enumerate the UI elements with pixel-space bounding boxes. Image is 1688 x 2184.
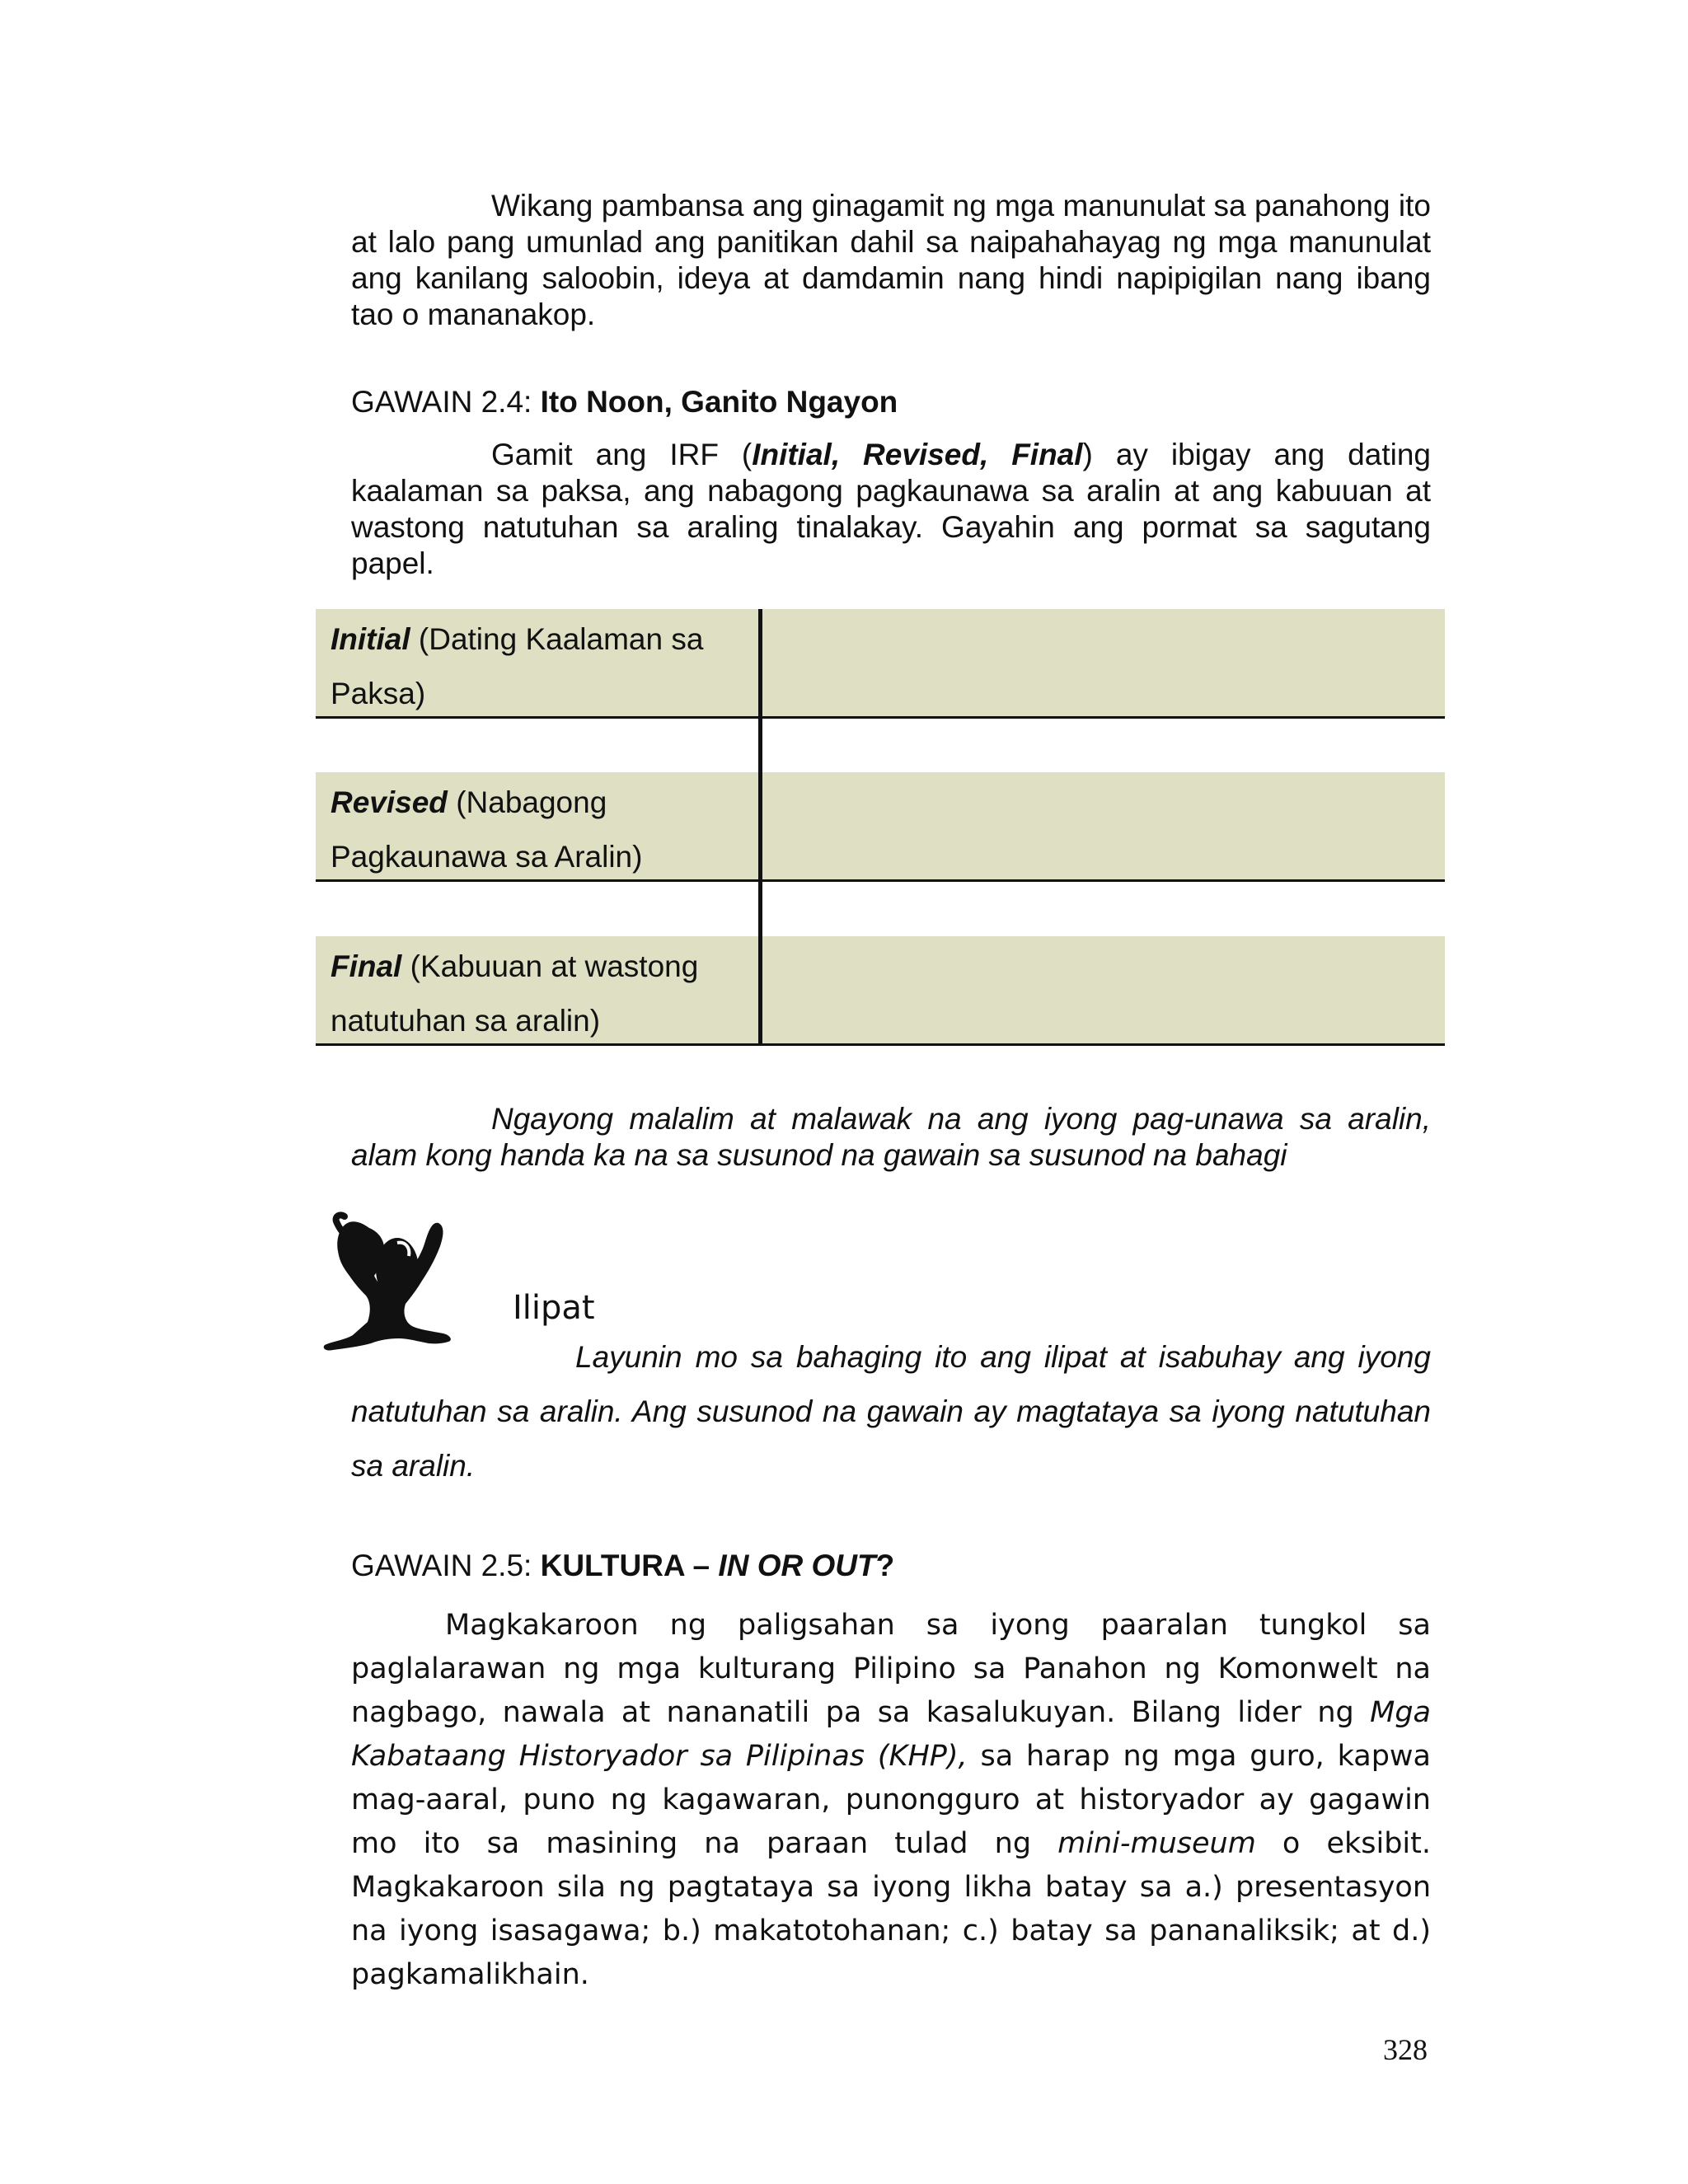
irf-label-initial	[331, 612, 743, 721]
gawain-2-5-title-italic: IN OR OUT	[718, 1549, 876, 1582]
irf-term: Initial	[331, 622, 410, 656]
ilipat-section-title: Ilipat	[513, 1289, 595, 1327]
irf-desc: (Kabuuan at wastong natutuhan sa aralin)	[331, 949, 699, 1038]
irf-label-revised	[331, 776, 743, 884]
irf-term: Final	[331, 949, 402, 983]
intro-paragraph: Wikang pambansa ang ginagamit ng mga manunulat sa panahong ito at lalo pang umunlad ang panitikan dahil sa naipahahayag ng mga manunulat ang kanilang saloobin, ideya at damdamin nang hindi napipigilan nang ibang tao o mananakop.	[351, 189, 1431, 331]
transition-paragraph: Ngayong malalim at malawak na ang iyong pag-unawa sa aralin, alam kong handa ka na sa susunod na gawain sa susunod na bahagi	[351, 1102, 1431, 1172]
instructions-text-a: Gamit ang IRF (	[491, 438, 753, 471]
page-number: 328	[1383, 2033, 1428, 2066]
instructions-text-b: ) ay ibigay ang dating kaalaman sa paksa, ang nabagong pagkaunawa sa aralin at ang kabuuan at wastong natutuhan sa araling tinalakay. Gayahin ang pormat sa sagutang papel.	[351, 438, 1431, 580]
irf-desc: (Nabagong Pagkaunawa sa Aralin)	[331, 785, 643, 874]
gawain-2-5-mini-museum: mini-museum	[1057, 1827, 1256, 1860]
gawain-2-5-title: KULTURA –	[540, 1549, 719, 1582]
irf-column-divider	[758, 609, 762, 1046]
irf-row-final	[316, 936, 1445, 1046]
irf-term: Revised	[331, 785, 448, 819]
gawain-2-5-khp: Mga Kabataang Historyador sa Pilipinas (KHP),	[351, 1696, 1431, 1773]
instructions-irf-terms: Initial, Revised, Final	[752, 438, 1083, 471]
irf-desc: (Dating Kaalaman sa Paksa)	[331, 622, 704, 710]
gawain-2-4-instructions	[351, 437, 1431, 582]
gawain-2-5-prefix: GAWAIN 2.5:	[351, 1549, 541, 1582]
gawain-2-5-text-c: o eksibit. Magkakaroon sila ng pagtataya sa iyong likha batay sa a.) presentasyon na iyong isasagawa; b.) makatotohanan; c.) batay sa pananaliksik; at d.) pagkamalikhain.	[351, 1827, 1431, 1991]
gawain-2-5-text-a: Magkakaroon ng paligsahan sa iyong paaralan tungkol sa paglalarawan ng mga kulturang Pilipino sa Panahon ng Komonwelt na nagbago, nawala at nananatili pa sa kasalukuyan. Bilang lider ng	[351, 1609, 1431, 1729]
irf-row-revised	[316, 772, 1445, 882]
gawain-2-5-title-end: ?	[875, 1549, 895, 1582]
gawain-2-4-title: Ito Noon, Ganito Ngayon	[540, 385, 898, 419]
irf-row-initial	[316, 609, 1445, 719]
irf-table	[316, 609, 1445, 1046]
ilipat-body: Layunin mo sa bahaging ito ang ilipat at isabuhay ang iyong natutuhan sa aralin. Ang susunod na gawain ay magtataya sa iyong natutuhan sa aralin.	[351, 1340, 1431, 1483]
gawain-2-5-text-b: sa harap ng mga guro, kapwa mag-aaral, puno ng kagawaran, punongguro at historyador ay gagawin mo ito sa masining na paraan tulad ng	[351, 1740, 1432, 1860]
gawain-2-5-heading	[351, 1548, 1431, 1584]
gawain-2-5-paragraph	[351, 1604, 1431, 1997]
irf-label-final	[331, 940, 743, 1048]
gawain-2-4-heading	[351, 384, 1431, 420]
gawain-2-4-prefix: GAWAIN 2.4:	[351, 385, 541, 419]
